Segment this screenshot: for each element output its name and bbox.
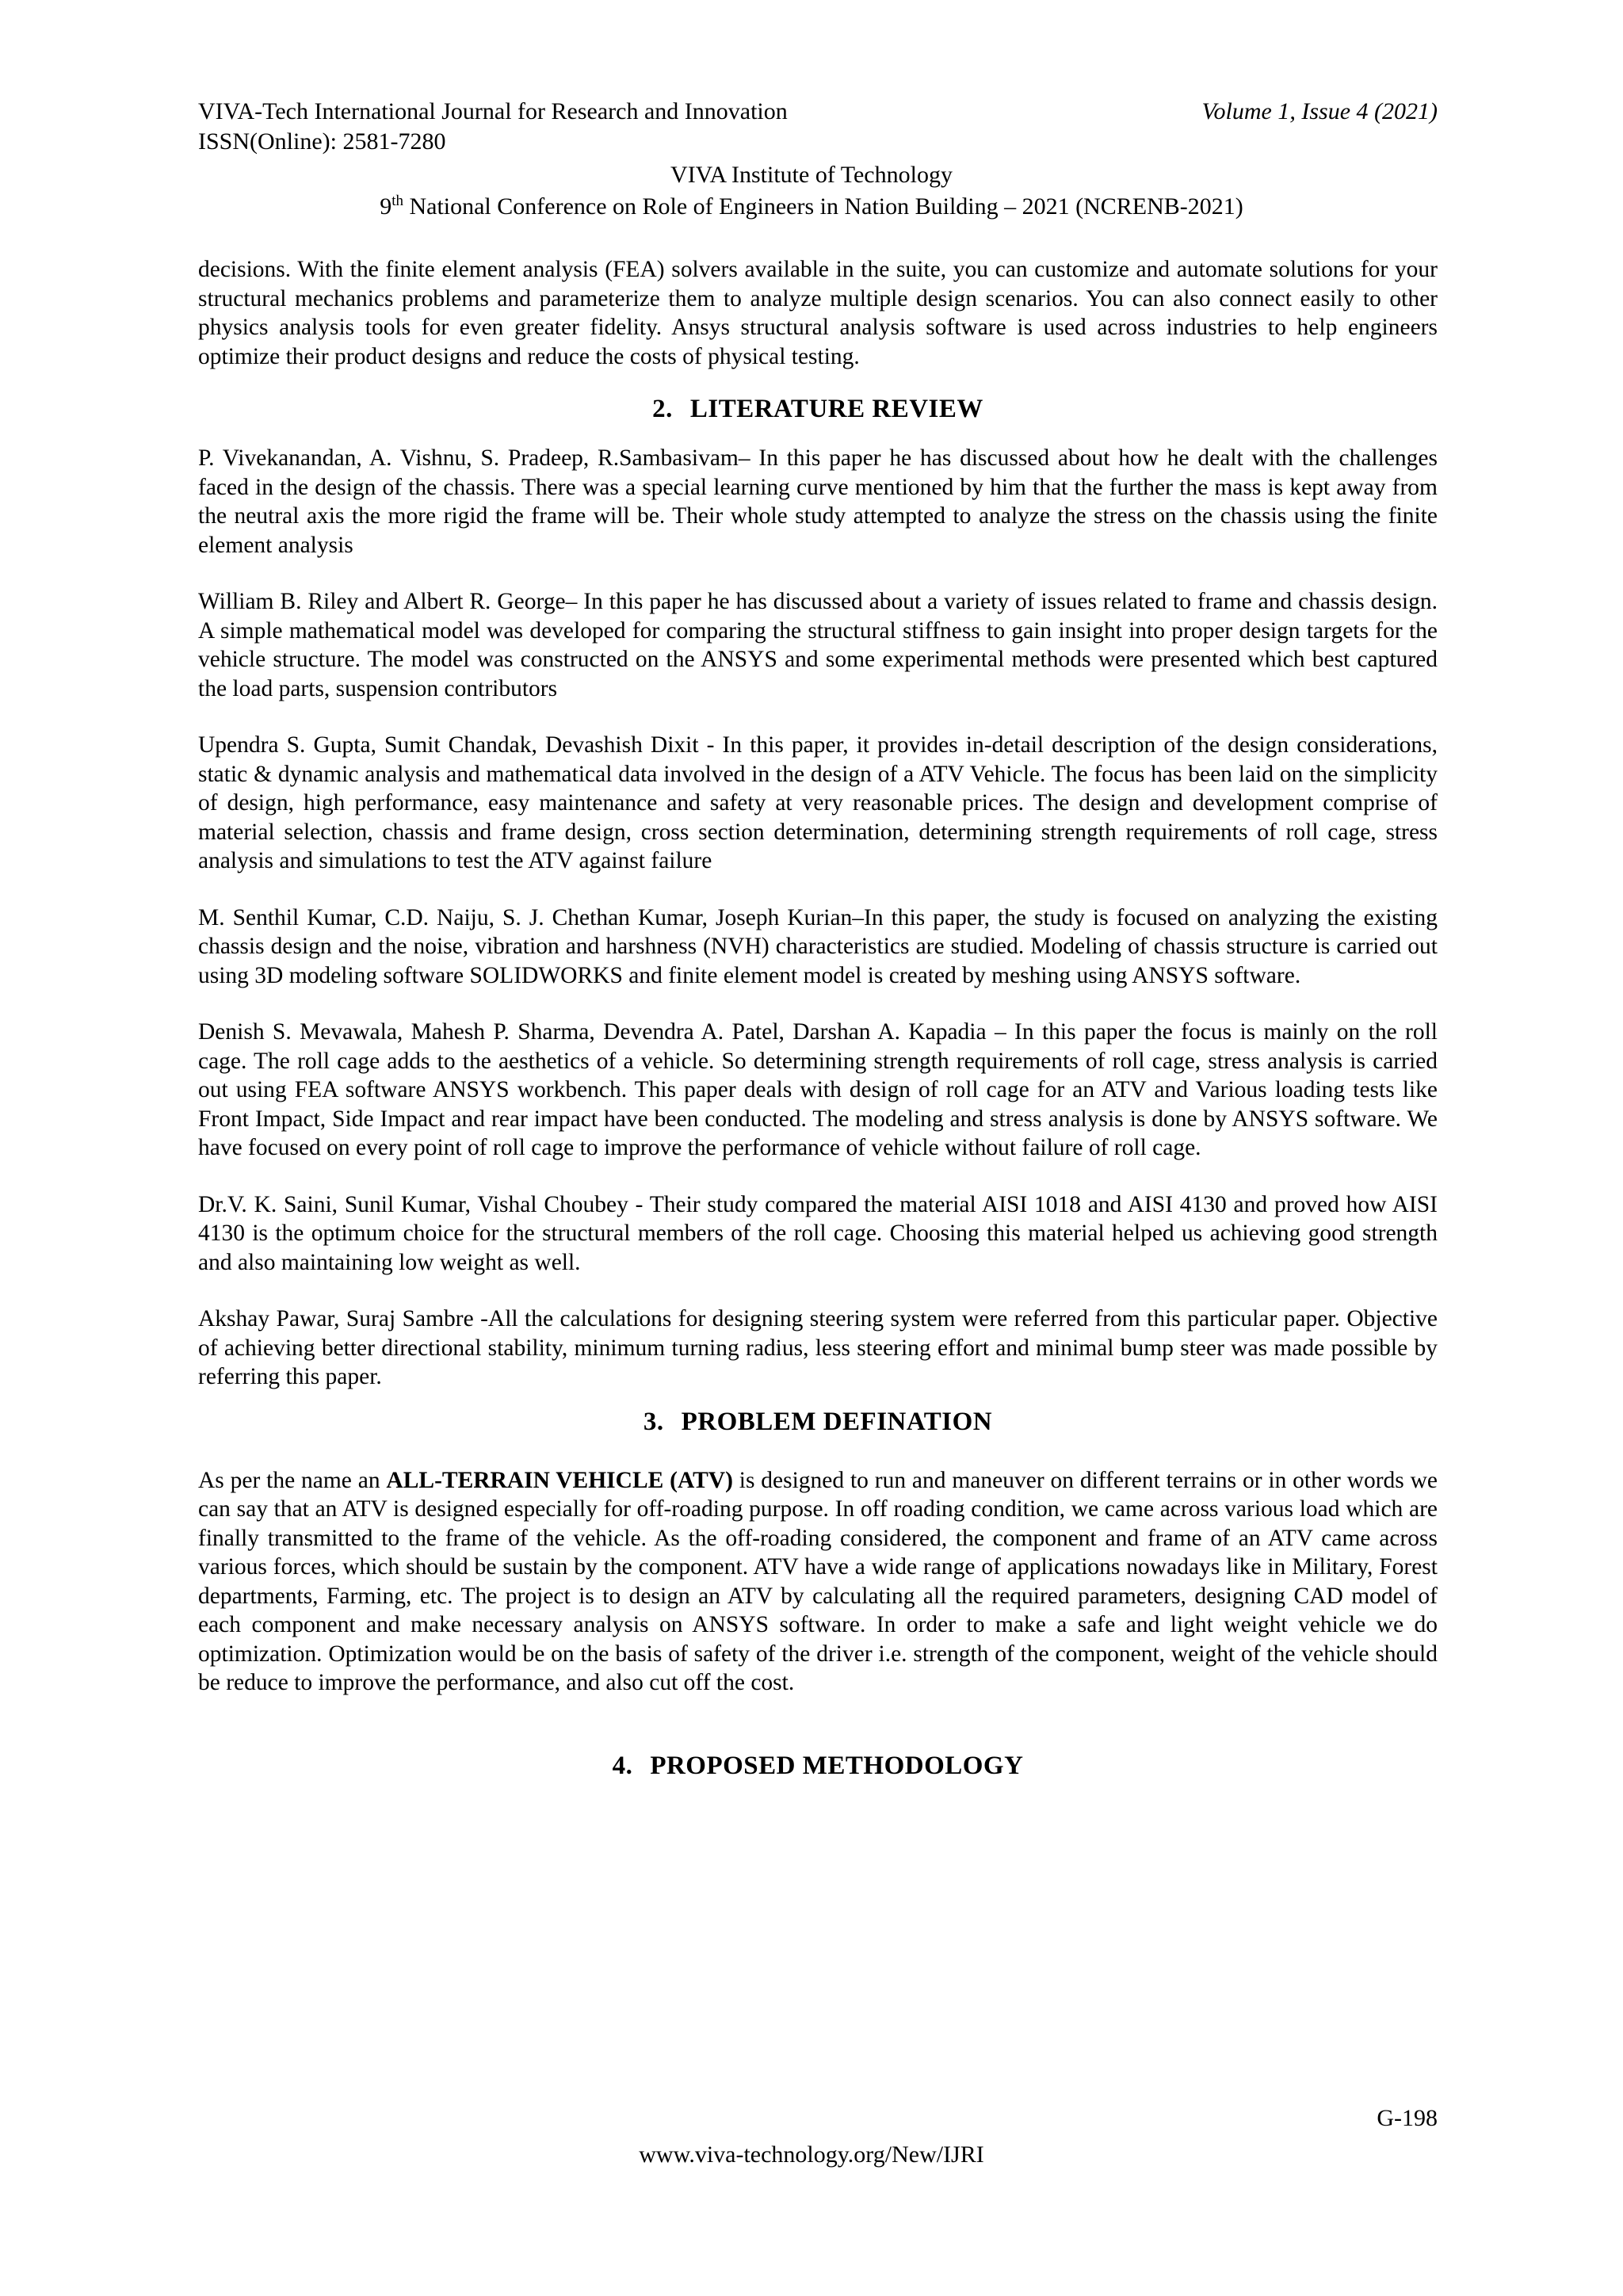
lit-review-paragraph: William B. Riley and Albert R. George– In this paper he has discussed about a variety of issues related to frame and chassis design. A simple mathematical model was developed for comparing the structural stiffness to gain insight into proper design targets for the vehicle structure. The model was constructed on the ANSYS and some experimental methods were presented which best captured the load parts, suspension contributors <box>198 589 1438 701</box>
page-number: G-198 <box>1377 2105 1438 2131</box>
section-4-number: 4. <box>612 1751 633 1780</box>
journal-title: VIVA-Tech International Journal for Research and Innovation <box>198 98 788 124</box>
conference-name <box>0 192 1623 222</box>
lit-review-paragraph: M. Senthil Kumar, C.D. Naiju, S. J. Chethan Kumar, Joseph Kurian–In this paper, the study is focused on analyzing the existing chassis design and the noise, vibration and harshness (NVH) characteristics are studied. Modeling of chassis structure is carried out using 3D modeling software SOLIDWORKS and finite element model is created by meshing using ANSYS software. <box>198 904 1438 988</box>
section-3-number: 3. <box>643 1407 664 1436</box>
section-4-title: PROPOSED METHODOLOGY <box>650 1751 1024 1780</box>
section-2-heading <box>198 393 1438 425</box>
lit-review-paragraph: P. Vivekanandan, A. Vishnu, S. Pradeep, R.Sambasivam– In this paper he has discussed about how he dealt with the challenges faced in the design of the chassis. There was a special learning curve mentioned by him that the further the mass is kept away from the neutral axis the more rigid the frame will be. Their whole study attempted to analyze the stress on the chassis using the finite element analysis <box>198 445 1438 558</box>
problem-bold-term: ALL-TERRAIN VEHICLE (ATV) <box>386 1467 733 1493</box>
lit-review-paragraph: Dr.V. K. Saini, Sunil Kumar, Vishal Choubey - Their study compared the material AISI 1018 and AISI 4130 and proved how AISI 4130 is the optimum choice for the structural members of the roll cage. Choosing this material helped us achieving good strength and also maintaining low weight as well. <box>198 1191 1438 1275</box>
conference-ordinal-suffix: th <box>391 193 403 209</box>
section-2-title: LITERATURE REVIEW <box>689 395 983 423</box>
conference-title: National Conference on Role of Engineers in Nation Building – 2021 (NCRENB-2021) <box>403 193 1243 220</box>
conference-ordinal: 9 <box>380 193 392 220</box>
volume-issue: Volume 1, Issue 4 (2021) <box>1201 98 1438 124</box>
section-3-title: PROBLEM DEFINATION <box>681 1407 993 1436</box>
problem-definition-paragraph <box>198 1466 1438 1698</box>
institute-name: VIVA Institute of Technology <box>670 162 953 188</box>
problem-lead: As per the name an <box>198 1467 387 1493</box>
lit-review-paragraph: Upendra S. Gupta, Sumit Chandak, Devashish Dixit - In this paper, it provides in-detail description of the design considerations, static & dynamic analysis and mathematical data involved in the design of a ATV Vehicle. The focus has been laid on the simplicity of design, high performance, easy maintenance and safety at very reasonable prices. The design and development comprise of material selection, chassis and frame design, cross section determination, determining strength requirements of roll cage, stress analysis and simulations to test the ATV against failure <box>198 732 1438 873</box>
section-3-heading <box>198 1406 1438 1438</box>
section-2-number: 2. <box>652 395 673 423</box>
issn: ISSN(Online): 2581-7280 <box>198 128 446 155</box>
problem-rest: is designed to run and maneuver on different terrains or in other words we can say that an ATV is designed especially for off-roading purpose. In off roading condition, we came across various load which are finally transmitted to the frame of the vehicle. As the off-roading considered, the component and frame of an ATV came across various forces, which should be sustain by the component. ATV have a wide range of applications nowadays like in Military, Forest departments, Farming, etc. The project is to design an ATV by calculating all the required parameters, designing CAD model of each component and make necessary analysis on ANSYS software. In order to make a safe and light weight vehicle we do optimization. Optimization would be on the basis of safety of the driver i.e. strength of the component, weight of the vehicle should be reduce to improve the performance, and also cut off the cost. <box>198 1467 1438 1695</box>
lit-review-paragraph: Denish S. Mevawala, Mahesh P. Sharma, Devendra A. Patel, Darshan A. Kapadia – In this paper the focus is mainly on the roll cage. The roll cage adds to the aesthetics of a vehicle. So determining strength requirements of roll cage, stress analysis is carried out using FEA software ANSYS workbench. This paper deals with design of roll cage for an ATV and Various loading tests like Front Impact, Side Impact and rear impact have been conducted. The modeling and stress analysis is done by ANSYS software. We have focused on every point of roll cage to improve the performance of vehicle without failure of roll cage. <box>198 1019 1438 1160</box>
intro-paragraph: decisions. With the finite element analysis (FEA) solvers available in the suite, you can customize and automate solutions for your structural mechanics problems and parameterize them to analyze multiple design scenarios. You can also connect easily to other physics analysis tools for even greater fidelity. Ansys structural analysis software is used across industries to help engineers optimize their product designs and reduce the costs of physical testing. <box>198 257 1438 369</box>
lit-review-paragraph: Akshay Pawar, Suraj Sambre -All the calculations for designing steering system were referred from this particular paper. Objective of achieving better directional stability, minimum turning radius, less steering effort and minimal bump steer was made possible by referring this paper. <box>198 1306 1438 1389</box>
section-4-heading <box>198 1750 1438 1782</box>
footer-url[interactable]: www.viva-technology.org/New/IJRI <box>639 2141 984 2168</box>
body-content <box>198 255 1438 1801</box>
